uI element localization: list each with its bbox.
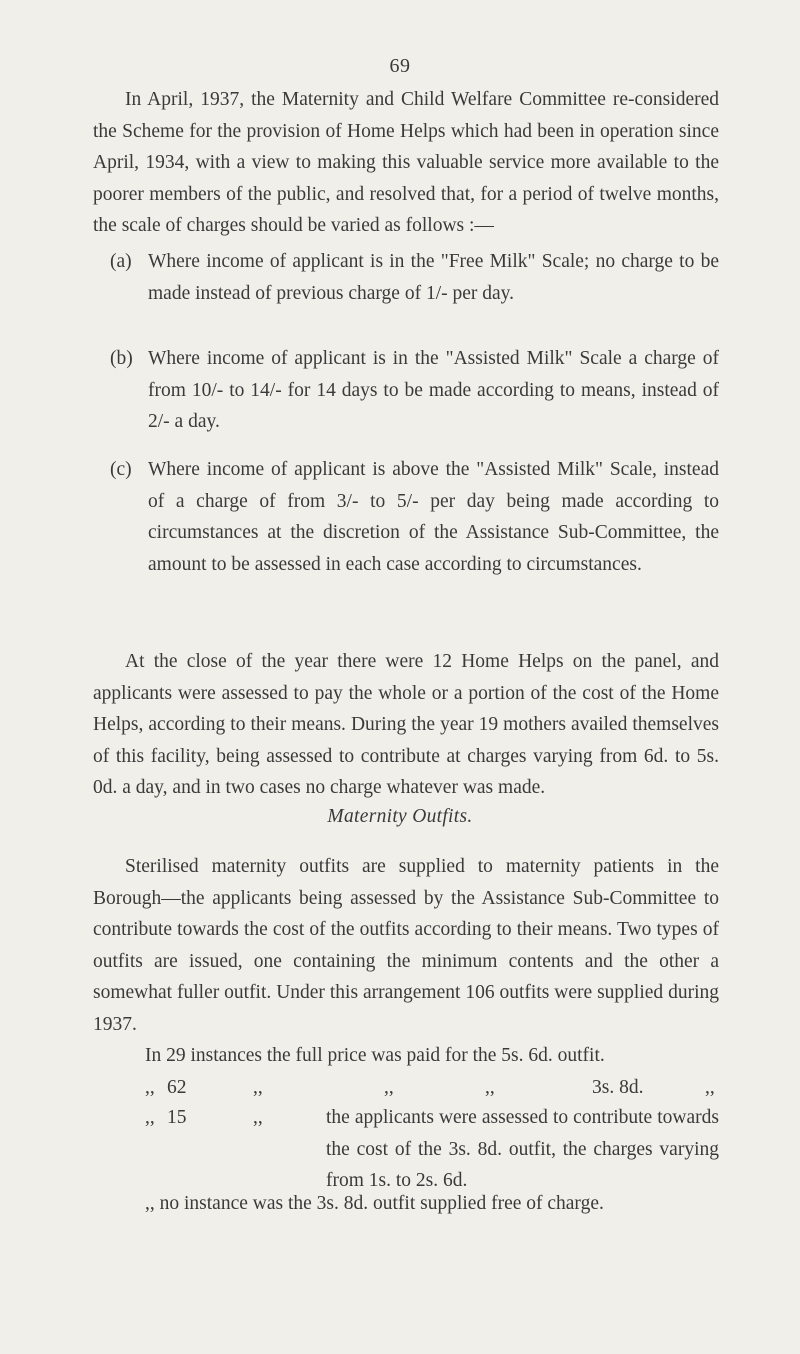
ditto-mark: ,, [705, 1077, 715, 1098]
outfit-price: 3s. 8d. [592, 1077, 644, 1098]
page-number: 69 [389, 55, 411, 77]
intro-paragraph: In April, 1937, the Maternity and Child Welfare Committee re-considered the Scheme for the provision of Home Helps which had been in operation since April, 1934, with a view to making this valuable service more available to the poorer members of the public, and resolved that, for a period of twelve months, the scale of charges should be varied as follows :— [93, 89, 719, 236]
ditto-mark: ,, [145, 1107, 155, 1128]
outfits-paragraph: Sterilised maternity outfits are supplied to maternity patients in the Borough—the applicants being assessed by the Assistance Sub-Committee to contribute towards the cost of the outfits according to their means. Two types of outfits are issued, one containing the minimum contents and the other a somewhat fuller outfit. Under this arrangement 106 outfits were supplied during 1937. [93, 856, 719, 1035]
list-item-c [110, 454, 719, 580]
list-item-text: Where income of applicant is in the "Assisted Milk" Scale a charge of from 10/- to 14/- for 14 days to be made according to means, instead of 2/- a day. [148, 348, 719, 432]
instance-row [0, 1072, 800, 1104]
list-marker: (c) [110, 459, 132, 480]
instance-count: 62 [167, 1077, 187, 1098]
instance-description: the applicants were assessed to contribute towards the cost of the 3s. 8d. outfit, the charges varying from 1s. to 2s. 6d. [326, 1107, 719, 1191]
instance-row: In 29 instances the full price was paid for the 5s. 6d. outfit. [145, 1045, 605, 1066]
list-marker: (b) [110, 348, 133, 369]
ditto-mark: ,, [253, 1107, 263, 1128]
year-end-paragraph: At the close of the year there were 12 Home Helps on the panel, and applicants were assessed to pay the whole or a portion of the cost of the Home Helps, according to their means. During the year 19 mothers availed themselves of this facility, being assessed to contribute at charges varying from 6d. to 5s. 0d. a day, and in two cases no charge whatever was made. [93, 651, 719, 798]
instance-row [0, 1102, 800, 1191]
ditto-mark: ,, [145, 1077, 155, 1098]
instance-row: ,, no instance was the 3s. 8d. outfit supplied free of charge. [145, 1193, 604, 1214]
list-item-text: Where income of applicant is in the "Free Milk" Scale; no charge to be made instead of previous charge of 1/- per day. [148, 251, 719, 304]
section-heading: Maternity Outfits. [327, 806, 473, 827]
list-item-b [110, 343, 719, 438]
instance-count: 15 [167, 1107, 187, 1128]
list-item-text: Where income of applicant is above the "Assisted Milk" Scale, instead of a charge of from 3/- to 5/- per day being made according to circumstances at the discretion of the Assistance Sub-Committee, the amount to be assessed in each case according to circumstances. [148, 459, 719, 575]
list-marker: (a) [110, 251, 132, 272]
ditto-mark: ,, [485, 1077, 495, 1098]
list-item-a [110, 246, 719, 309]
ditto-mark: ,, [253, 1077, 263, 1098]
ditto-mark: ,, [384, 1077, 394, 1098]
